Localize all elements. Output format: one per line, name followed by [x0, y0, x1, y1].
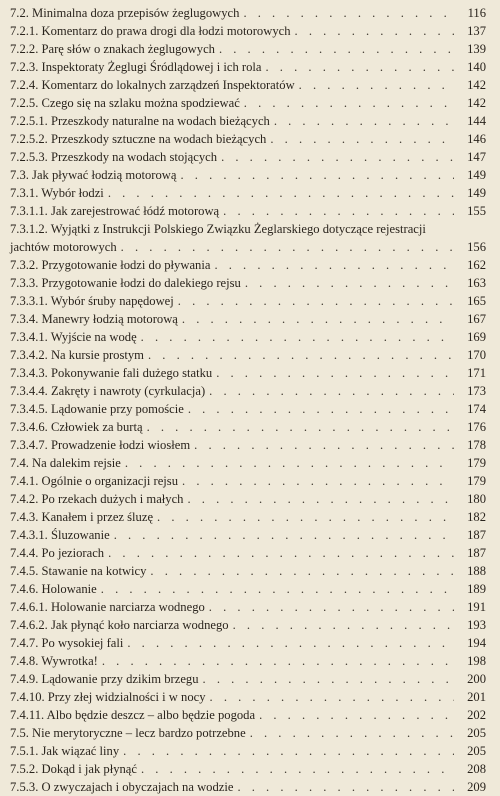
- toc-entry-page-number: 209: [467, 780, 486, 794]
- toc-entry-page-number: 144: [467, 114, 486, 128]
- dot-leader: [214, 256, 454, 274]
- toc-entry-number: 7.3.4.6.: [10, 420, 48, 434]
- toc-entry-text: Albo będzie deszcz – albo będzie pogoda: [46, 708, 256, 722]
- toc-entry-page-number: 162: [467, 258, 486, 272]
- toc-entry: [10, 616, 486, 634]
- toc-entry-page-number: 116: [467, 6, 486, 20]
- toc-entry-text: Czego się na szlaku można spodziewać: [41, 96, 240, 110]
- toc-entry-page-number: 142: [467, 78, 486, 92]
- dot-leader: [270, 130, 454, 148]
- toc-entry-title: [10, 616, 229, 634]
- toc-entry-page-number: 142: [467, 96, 486, 110]
- toc-entry-text: Śluzowanie: [50, 528, 110, 542]
- dot-leader: [127, 634, 454, 652]
- dot-leader: [223, 202, 454, 220]
- toc-entry: [10, 166, 486, 184]
- toc-entry-page-number: 194: [467, 636, 486, 650]
- toc-entry-text: Po wysokiej fali: [41, 636, 124, 650]
- toc-entry-number: 7.3.4.3.: [10, 366, 48, 380]
- toc-entry-number: 7.2.5.: [10, 96, 39, 110]
- toc-entry-number: 7.2.1.: [10, 24, 39, 38]
- toc-entry: [10, 418, 486, 436]
- toc-entry: [10, 778, 486, 796]
- toc-entry-title: [10, 310, 178, 328]
- toc-entry-page-number: 208: [467, 762, 486, 776]
- dot-leader: [233, 616, 454, 634]
- dot-leader: [108, 544, 454, 562]
- toc-entry-page-number: 155: [467, 204, 486, 218]
- toc-entry-number: 7.3.2.: [10, 258, 39, 272]
- toc-entry: [10, 652, 486, 670]
- toc-entry: [10, 760, 486, 778]
- toc-entry-text: Stawanie na kotwicy: [41, 564, 147, 578]
- toc-entry-title: [10, 382, 205, 400]
- toc-entry-number: 7.5.3.: [10, 780, 39, 794]
- toc-entry-page-number: 182: [467, 510, 486, 524]
- toc-entry-text: Dokąd i jak płynąć: [41, 762, 137, 776]
- toc-entry-title: [10, 544, 104, 562]
- toc-entry: [10, 148, 486, 166]
- dot-leader: [141, 328, 454, 346]
- toc-entry-text: Po jeziorach: [41, 546, 105, 560]
- toc-entry-number: 7.3.1.: [10, 186, 39, 200]
- dot-leader: [101, 580, 454, 598]
- toc-entry-text: Wybór łodzi: [41, 186, 104, 200]
- toc-entry-number: 7.4.6.: [10, 582, 39, 596]
- toc-entry: [10, 472, 486, 490]
- dot-leader: [203, 670, 454, 688]
- toc-entry-number: 7.3.1.2.: [10, 222, 48, 236]
- toc-entry: [10, 130, 486, 148]
- toc-entry-page-number: 189: [467, 582, 486, 596]
- toc-entry-text: Na kursie prostym: [50, 348, 144, 362]
- dot-leader: [194, 436, 454, 454]
- toc-entry: [10, 346, 486, 364]
- dot-leader: [178, 292, 454, 310]
- toc-entry-page-number: 201: [467, 690, 486, 704]
- dot-leader: [209, 598, 454, 616]
- toc-entry-number: 7.2.5.3.: [10, 150, 48, 164]
- dot-leader: [125, 454, 454, 472]
- toc-entry-text: Parę słów o znakach żeglugowych: [41, 42, 215, 56]
- dot-leader: [221, 148, 454, 166]
- dot-leader: [147, 418, 454, 436]
- toc-entry-page-number: 187: [467, 546, 486, 560]
- toc-entry-page-number: 149: [467, 186, 486, 200]
- toc-entry: [10, 706, 486, 724]
- toc-entry-number: 7.4.6.1.: [10, 600, 48, 614]
- toc-entry-number: 7.4.1.: [10, 474, 39, 488]
- toc-entry-page-number: 171: [467, 366, 486, 380]
- toc-entry: [10, 364, 486, 382]
- dot-leader: [108, 184, 454, 202]
- toc-entry-text: Wyjście na wodę: [50, 330, 137, 344]
- toc-entry-title: [10, 346, 144, 364]
- dot-leader: [210, 688, 454, 706]
- dot-leader: [121, 238, 454, 256]
- toc-entry-number: 7.5.2.: [10, 762, 39, 776]
- toc-entry: [10, 742, 486, 760]
- toc-entry-page-number: 180: [467, 492, 486, 506]
- toc-entry-page-number: 137: [467, 24, 486, 38]
- toc-entry-title: [10, 364, 212, 382]
- toc-entry: [10, 310, 486, 328]
- toc-entry: [10, 4, 486, 22]
- toc-entry-text: Nie merytoryczne – lecz bardzo potrzebne: [32, 726, 246, 740]
- toc-entry-title: [10, 580, 97, 598]
- toc-entry-text: Jak pływać łodzią motorową: [32, 168, 177, 182]
- toc-entry-text: Na dalekim rejsie: [32, 456, 121, 470]
- toc-entry-number: 7.3.4.7.: [10, 438, 48, 452]
- toc-entry-title: [10, 418, 143, 436]
- toc-entry-title: [10, 328, 137, 346]
- toc-entry: [10, 688, 486, 706]
- toc-entry-text: Przygotowanie łodzi do pływania: [41, 258, 211, 272]
- toc-entry-title: [10, 778, 233, 796]
- dot-leader: [148, 346, 454, 364]
- toc-entry-text: Wybór śruby napędowej: [50, 294, 174, 308]
- toc-entry: [10, 436, 486, 454]
- toc-entry-text: Przeszkody naturalne na wodach bieżących: [50, 114, 270, 128]
- toc-entry-number: 7.3.3.1.: [10, 294, 48, 308]
- toc-entry-page-number: 165: [467, 294, 486, 308]
- dot-leader: [274, 112, 454, 130]
- toc-entry: [10, 580, 486, 598]
- toc-entry: [10, 382, 486, 400]
- toc-entry: [10, 202, 486, 220]
- toc-entry-text: Zakręty i nawroty (cyrkulacja): [50, 384, 206, 398]
- dot-leader: [219, 40, 454, 58]
- toc-entry-number: 7.3.: [10, 168, 29, 182]
- toc-entry-page-number: 187: [467, 528, 486, 542]
- toc-entry-text: Przygotowanie łodzi do dalekiego rejsu: [41, 276, 241, 290]
- toc-entry-number: 7.2.4.: [10, 78, 39, 92]
- toc-entry-number: 7.2.3.: [10, 60, 39, 74]
- dot-leader: [245, 274, 454, 292]
- toc-entry-text: Minimalna doza przepisów żeglugowych: [32, 6, 240, 20]
- toc-entry-page-number: 173: [467, 384, 486, 398]
- toc-entry-number: 7.4.9.: [10, 672, 39, 686]
- toc-entry-page-number: 170: [467, 348, 486, 362]
- toc-entry-number: 7.5.: [10, 726, 29, 740]
- toc-entry-text: Lądowanie przy pomoście: [50, 402, 184, 416]
- toc-entry-title: [10, 274, 241, 292]
- toc-entry-title: [10, 436, 190, 454]
- toc-entry-number: 7.3.1.1.: [10, 204, 48, 218]
- toc-entry-page-number: 167: [467, 312, 486, 326]
- toc-entry-number: 7.2.: [10, 6, 29, 20]
- toc-entry-title: [10, 112, 270, 130]
- toc-entry-text: Komentarz do prawa drogi dla łodzi motorowych: [41, 24, 291, 38]
- dot-leader: [123, 742, 454, 760]
- toc-entry-number: 7.3.4.1.: [10, 330, 48, 344]
- toc-entry-title: [10, 526, 110, 544]
- toc-entry: [10, 292, 486, 310]
- dot-leader: [150, 562, 454, 580]
- toc-entry-page-number: 140: [467, 60, 486, 74]
- toc-entry-title: [10, 472, 178, 490]
- toc-entry-number: 7.4.11.: [10, 708, 45, 722]
- toc-entry-number: 7.2.2.: [10, 42, 39, 56]
- toc-entry-page-number: 156: [467, 240, 486, 254]
- toc-entry-title: [10, 202, 219, 220]
- toc-entry-number: 7.4.8.: [10, 654, 39, 668]
- dot-leader: [209, 382, 454, 400]
- toc-entry-page-number: 163: [467, 276, 486, 290]
- dot-leader: [141, 760, 454, 778]
- toc-entry-number: 7.4.: [10, 456, 29, 470]
- toc-entry: [10, 220, 486, 256]
- toc-entry: [10, 256, 486, 274]
- toc-entry-page-number: 176: [467, 420, 486, 434]
- toc-entry: [10, 22, 486, 40]
- toc-entry-text: Po rzekach dużych i małych: [41, 492, 184, 506]
- toc-entry-text: Ogólnie o organizacji rejsu: [41, 474, 179, 488]
- dot-leader: [182, 472, 454, 490]
- toc-entry: [10, 670, 486, 688]
- toc-entry-title: [10, 256, 210, 274]
- toc-entry-number: 7.4.4.: [10, 546, 39, 560]
- toc-entry: [10, 76, 486, 94]
- toc-entry-number: 7.4.2.: [10, 492, 39, 506]
- toc-entry-page-number: 193: [467, 618, 486, 632]
- dot-leader: [187, 490, 454, 508]
- toc-entry-page-number: 179: [467, 456, 486, 470]
- toc-entry-title: [10, 598, 205, 616]
- toc-entry-title: [10, 130, 266, 148]
- toc-entry-page-number: 174: [467, 402, 486, 416]
- dot-leader: [180, 166, 454, 184]
- toc-entry-page-number: 205: [467, 744, 486, 758]
- toc-entry-title: [10, 724, 246, 742]
- toc-entry: [10, 328, 486, 346]
- toc-entry-title: [10, 706, 255, 724]
- toc-entry-page-number: 146: [467, 132, 486, 146]
- toc-entry-page-number: 200: [467, 672, 486, 686]
- toc-entry-title: [10, 688, 206, 706]
- toc-entry-text: Przy złej widzialności i w nocy: [47, 690, 206, 704]
- toc-entry-page-number: 202: [467, 708, 486, 722]
- dot-leader: [102, 652, 454, 670]
- toc-entry-text: Kanałem i przez śluzę: [41, 510, 154, 524]
- toc-entry-title: [10, 292, 174, 310]
- dot-leader: [295, 22, 454, 40]
- toc-entry-title: [10, 4, 239, 22]
- toc-entry-number: 7.3.4.4.: [10, 384, 48, 398]
- toc-entry: [10, 58, 486, 76]
- dot-leader: [244, 94, 454, 112]
- toc-entry: [10, 184, 486, 202]
- toc-entry-title: [10, 562, 146, 580]
- toc-entry-number: 7.4.5.: [10, 564, 39, 578]
- toc-entry-text: Holowanie narciarza wodnego: [50, 600, 205, 614]
- toc-entry-page-number: 179: [467, 474, 486, 488]
- dot-leader: [250, 724, 454, 742]
- toc-entry: [10, 112, 486, 130]
- toc-entry-title: [10, 94, 240, 112]
- toc-entry-text: Inspektoraty Żeglugi Śródlądowej i ich rola: [41, 60, 262, 74]
- toc-entry-number: 7.4.10.: [10, 690, 45, 704]
- toc-entry-text: Przeszkody na wodach stojących: [50, 150, 218, 164]
- toc-entry-text: Holowanie: [41, 582, 97, 596]
- toc-entry-number: 7.4.6.2.: [10, 618, 48, 632]
- toc-entry-page-number: 205: [467, 726, 486, 740]
- toc-entry-number: 7.3.4.5.: [10, 402, 48, 416]
- toc-entry-page-number: 149: [467, 168, 486, 182]
- toc-entry-title: [10, 490, 183, 508]
- dot-leader: [157, 508, 454, 526]
- toc-entry-text: Jak wiązać liny: [41, 744, 120, 758]
- toc-entry-title: [10, 148, 217, 166]
- toc-entry-number: 7.3.4.2.: [10, 348, 48, 362]
- toc-entry-text: Pokonywanie fali dużego statku: [50, 366, 213, 380]
- toc-entry-title: [10, 166, 176, 184]
- toc-entry-page-number: 191: [467, 600, 486, 614]
- toc-entry-number: 7.2.5.2.: [10, 132, 48, 146]
- toc-entry: [10, 40, 486, 58]
- toc-entry-title: [10, 184, 104, 202]
- toc-entry-text: Jak zarejestrować łódź motorową: [50, 204, 220, 218]
- toc-entry-page-number: 188: [467, 564, 486, 578]
- toc-entry-number: 7.2.5.1.: [10, 114, 48, 128]
- toc-entry-page-number: 198: [467, 654, 486, 668]
- toc-entry: [10, 544, 486, 562]
- dot-leader: [114, 526, 454, 544]
- toc-entry-text: Wyjątki z Instrukcji Polskiego Związku Żeglarskiego dotyczące rejestracji: [50, 222, 426, 236]
- toc-entry-text: O zwyczajach i obyczajach na wodzie: [41, 780, 234, 794]
- toc-entry-page-number: 169: [467, 330, 486, 344]
- toc-entry-text: Wywrotka!: [41, 654, 98, 668]
- toc-entry: [10, 490, 486, 508]
- toc-entry-text: Komentarz do lokalnych zarządzeń Inspektoratów: [41, 78, 295, 92]
- dot-leader: [259, 706, 454, 724]
- toc-entry: [10, 274, 486, 292]
- toc-entry-text: Manewry łodzią motorową: [41, 312, 178, 326]
- toc-entry-number: 7.3.4.: [10, 312, 39, 326]
- toc-entry-number: 7.5.1.: [10, 744, 39, 758]
- toc-entry: [10, 634, 486, 652]
- toc-entry: [10, 598, 486, 616]
- toc-entry-text: Lądowanie przy dzikim brzegu: [41, 672, 199, 686]
- dot-leader: [243, 4, 454, 22]
- dot-leader: [182, 310, 454, 328]
- toc-entry: [10, 508, 486, 526]
- toc-entry-number: 7.4.7.: [10, 636, 39, 650]
- toc-entry-text: Człowiek za burtą: [50, 420, 143, 434]
- dot-leader: [299, 76, 454, 94]
- toc-entry-title: [10, 652, 98, 670]
- toc-entry-title: [10, 454, 121, 472]
- dot-leader: [188, 400, 454, 418]
- toc-entry-title: [10, 508, 153, 526]
- toc-entry: [10, 454, 486, 472]
- table-of-contents: [10, 4, 486, 796]
- dot-leader: [237, 778, 454, 796]
- dot-leader: [216, 364, 454, 382]
- toc-entry-page-number: 147: [467, 150, 486, 164]
- toc-entry-title: [10, 58, 262, 76]
- toc-entry-text: Prowadzenie łodzi wiosłem: [50, 438, 191, 452]
- toc-entry-text: Jak płynąć koło narciarza wodnego: [50, 618, 229, 632]
- toc-entry-text-continued: jachtów motorowych: [10, 240, 117, 254]
- toc-entry-title: [10, 634, 123, 652]
- toc-entry-number: 7.4.3.1.: [10, 528, 48, 542]
- toc-entry-title: [10, 76, 295, 94]
- toc-entry-page-number: 178: [467, 438, 486, 452]
- toc-entry-title: [10, 760, 137, 778]
- toc-entry-title: [10, 400, 184, 418]
- toc-entry-text: Przeszkody sztuczne na wodach bieżących: [50, 132, 267, 146]
- toc-entry: [10, 94, 486, 112]
- toc-entry-title: [10, 670, 199, 688]
- toc-entry: [10, 724, 486, 742]
- dot-leader: [266, 58, 455, 76]
- toc-entry-title: [10, 22, 291, 40]
- toc-entry-title: [10, 40, 215, 58]
- toc-entry-title: [10, 220, 486, 238]
- toc-entry: [10, 526, 486, 544]
- toc-entry-number: 7.4.3.: [10, 510, 39, 524]
- toc-entry: [10, 562, 486, 580]
- toc-entry-number: 7.3.3.: [10, 276, 39, 290]
- toc-entry: [10, 400, 486, 418]
- toc-entry-title: [10, 742, 119, 760]
- toc-entry-page-number: 139: [467, 42, 486, 56]
